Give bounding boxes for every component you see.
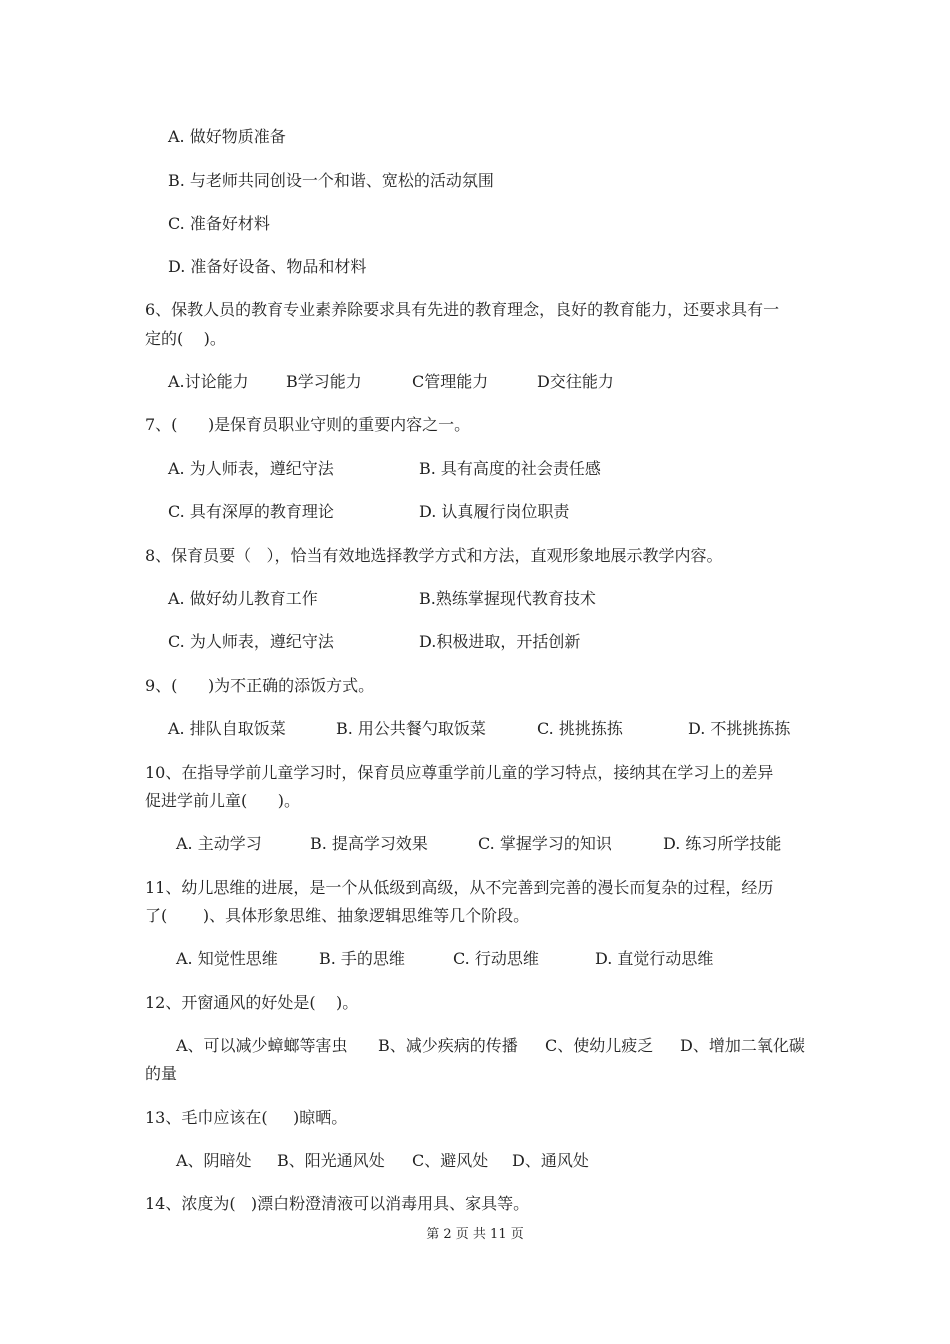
option-q10-a: A. 主动学习 bbox=[176, 834, 262, 853]
option-q6-a: A.讨论能力 bbox=[168, 372, 249, 391]
option-q11-a: A. 知觉性思维 bbox=[176, 949, 278, 968]
option-q12-d: D、增加二氧化碳 bbox=[680, 1036, 805, 1055]
option-q8-d: D.积极进取，开括创新 bbox=[419, 632, 581, 651]
option-q10-c: C. 掌握学习的知识 bbox=[478, 834, 612, 853]
question-8-stem: 8、保育员要（ ），恰当有效地选择教学方式和方法，直观形象地展示教学内容。 bbox=[145, 546, 723, 565]
option-q7-b: B. 具有高度的社会责任感 bbox=[419, 459, 601, 478]
option-q13-b: B、阳光通风处 bbox=[277, 1151, 385, 1170]
question-11-stem-line1: 11、幼儿思维的进展，是一个从低级到高级，从不完善到完善的漫长而复杂的过程，经历 bbox=[145, 878, 774, 897]
question-11-stem-line2: 了( )、具体形象思维、抽象逻辑思维等几个阶段。 bbox=[145, 906, 530, 925]
option-q9-a: A. 排队自取饭菜 bbox=[168, 719, 286, 738]
option-q9-c: C. 挑挑拣拣 bbox=[537, 719, 623, 738]
option-q7-a: A. 为人师表，遵纪守法 bbox=[168, 459, 334, 478]
option-q9-d: D. 不挑挑拣拣 bbox=[688, 719, 791, 738]
question-10-stem-line1: 10、在指导学前儿童学习时，保育员应尊重学前儿童的学习特点，接纳其在学习上的差异 bbox=[145, 763, 774, 782]
option-q8-c: C. 为人师表，遵纪守法 bbox=[168, 632, 334, 651]
question-13-stem: 13、毛巾应该在( )晾晒。 bbox=[145, 1108, 348, 1127]
option-q8-b: B.熟练掌握现代教育技术 bbox=[419, 589, 596, 608]
option-q5-c: C. 准备好材料 bbox=[168, 214, 270, 233]
option-q7-d: D. 认真履行岗位职责 bbox=[419, 502, 570, 521]
option-q5-a: A. 做好物质准备 bbox=[168, 127, 286, 146]
option-q12-a: A、可以减少蟑螂等害虫 bbox=[176, 1036, 348, 1055]
page-footer: 第 2 页 共 11 页 bbox=[426, 1227, 524, 1242]
option-q12-c: C、使幼儿疲乏 bbox=[545, 1036, 654, 1055]
option-q9-b: B. 用公共餐勺取饭菜 bbox=[336, 719, 486, 738]
option-q5-d: D. 准备好设备、物品和材料 bbox=[168, 257, 367, 276]
option-q7-c: C. 具有深厚的教育理论 bbox=[168, 502, 334, 521]
question-12-stem: 12、开窗通风的好处是( )。 bbox=[145, 993, 359, 1012]
question-10-stem-line2: 促进学前儿童( )。 bbox=[145, 791, 301, 810]
option-q8-a: A. 做好幼儿教育工作 bbox=[168, 589, 318, 608]
question-9-stem: 9、( )为不正确的添饭方式。 bbox=[145, 676, 375, 695]
question-7-stem: 7、( )是保育员职业守则的重要内容之一。 bbox=[145, 415, 471, 434]
option-q12-b: B、减少疾病的传播 bbox=[378, 1036, 518, 1055]
question-14-stem: 14、浓度为( )漂白粉澄清液可以消毒用具、家具等。 bbox=[145, 1194, 530, 1213]
option-q11-d: D. 直觉行动思维 bbox=[595, 949, 714, 968]
option-q6-d: D交往能力 bbox=[537, 372, 614, 391]
question-6-stem-line2: 定的( )。 bbox=[145, 329, 226, 348]
option-q13-a: A、阴暗处 bbox=[176, 1151, 252, 1170]
option-q12-wrap: 的量 bbox=[145, 1064, 178, 1083]
option-q5-b: B. 与老师共同创设一个和谐、宽松的活动氛围 bbox=[168, 171, 494, 190]
option-q13-c: C、避风处 bbox=[412, 1151, 489, 1170]
option-q6-b: B学习能力 bbox=[286, 372, 362, 391]
option-q10-b: B. 提高学习效果 bbox=[310, 834, 428, 853]
option-q6-c: C管理能力 bbox=[412, 372, 489, 391]
question-6-stem-line1: 6、保教人员的教育专业素养除要求具有先进的教育理念，良好的教育能力，还要求具有一 bbox=[145, 300, 780, 319]
option-q10-d: D. 练习所学技能 bbox=[663, 834, 782, 853]
option-q13-d: D、通风处 bbox=[512, 1151, 589, 1170]
option-q11-b: B. 手的思维 bbox=[319, 949, 405, 968]
option-q11-c: C. 行动思维 bbox=[453, 949, 539, 968]
